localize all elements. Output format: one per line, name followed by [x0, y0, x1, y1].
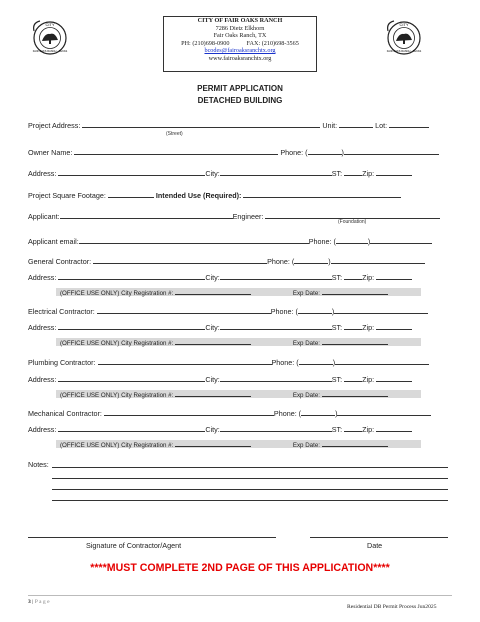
- pc-office-use-bar: [56, 390, 421, 398]
- plumbing-contractor-label: Plumbing Contractor:: [28, 358, 96, 367]
- office-use-label: (OFFICE USE ONLY) City Registration #:: [60, 442, 174, 449]
- ec-address-row: [28, 322, 412, 332]
- phone-close-paren: ): [341, 148, 344, 157]
- owner-phone-area-field[interactable]: [308, 147, 342, 155]
- applicant-field[interactable]: [60, 211, 233, 219]
- pc-address-field[interactable]: [58, 374, 205, 382]
- gc-address-row: [28, 272, 412, 282]
- street-note: (Street): [166, 131, 183, 137]
- notes-line-2[interactable]: [52, 478, 448, 479]
- phone-number: PH: (210)698-0900: [181, 39, 230, 47]
- city-label: City:: [205, 425, 220, 434]
- logo-top-text: CITY: [399, 22, 409, 27]
- mc-st-field[interactable]: [344, 424, 362, 432]
- notes-line-4[interactable]: [52, 500, 448, 501]
- ec-phone-area-field[interactable]: [298, 306, 335, 316]
- electrical-contractor-row: [28, 306, 428, 316]
- general-contractor-field[interactable]: [93, 256, 267, 264]
- ec-phone-field[interactable]: [331, 306, 428, 316]
- mc-phone-label: Phone: (: [273, 409, 302, 418]
- ec-phone-label: Phone: (: [270, 307, 298, 316]
- gc-zip-field[interactable]: [376, 272, 412, 280]
- office-use-label: (OFFICE USE ONLY) City Registration #:: [60, 290, 174, 297]
- engineer-label: Engineer:: [232, 212, 264, 221]
- zip-label: Zip:: [362, 169, 375, 178]
- date-line[interactable]: [310, 537, 448, 538]
- address-line-1: 7286 Dietz Elkhorn: [215, 24, 265, 32]
- ec-registration-field[interactable]: [175, 338, 251, 345]
- general-contractor-label: General Contractor:: [28, 257, 92, 266]
- applicant-email-label: Applicant email:: [28, 237, 79, 246]
- exp-date-label: Exp Date:: [292, 442, 320, 449]
- fax-number: FAX: (210)698-3565: [246, 39, 299, 47]
- mc-address-field[interactable]: [58, 424, 205, 432]
- signature-label: Signature of Contractor/Agent: [86, 541, 182, 550]
- zip-label: Zip:: [362, 323, 375, 332]
- applicant-phone-label: Phone: (: [308, 237, 336, 246]
- project-sqft-field[interactable]: [108, 190, 154, 198]
- zip-label: Zip:: [362, 425, 375, 434]
- st-label: ST:: [331, 273, 343, 282]
- mc-phone-field[interactable]: [337, 408, 431, 416]
- engineer-field[interactable]: [265, 211, 440, 219]
- ec-city-field[interactable]: [220, 322, 332, 330]
- applicant-row: [28, 211, 440, 221]
- gc-city-field[interactable]: [220, 272, 332, 280]
- mc-city-field[interactable]: [220, 424, 332, 432]
- owner-phone-field[interactable]: [341, 147, 439, 157]
- pc-st-field[interactable]: [344, 374, 362, 382]
- email-link[interactable]: bcodes@fairoaksranchtx.org: [204, 47, 276, 55]
- phone-close-paren: ): [335, 409, 338, 418]
- owner-zip-field[interactable]: [376, 168, 412, 176]
- signature-line[interactable]: [28, 537, 276, 538]
- exp-date-label: Exp Date:: [292, 392, 320, 399]
- pc-exp-date-field[interactable]: [322, 390, 388, 397]
- city-contact-box: [163, 16, 317, 72]
- project-sqft-row: [28, 190, 401, 200]
- gc-phone-area-field[interactable]: [294, 256, 331, 266]
- logo-bottom-text: FAIR OAKS RANCH · TEXAS: [32, 50, 68, 53]
- logo-bottom-text: FAIR OAKS RANCH · TEXAS: [386, 50, 422, 53]
- pc-phone-label: Phone: (: [271, 358, 299, 367]
- unit-field[interactable]: [339, 120, 373, 128]
- city-label: City:: [205, 375, 220, 384]
- owner-city-field[interactable]: [220, 168, 332, 176]
- address-label: Address:: [28, 273, 57, 282]
- project-address-label: Project Address:: [28, 121, 81, 130]
- ec-exp-date-field[interactable]: [322, 338, 388, 345]
- city-label: City:: [205, 169, 220, 178]
- exp-date-label: Exp Date:: [292, 290, 320, 297]
- electrical-contractor-label: Electrical Contractor:: [28, 307, 95, 316]
- gc-address-field[interactable]: [58, 272, 205, 280]
- gc-exp-date-field[interactable]: [322, 288, 388, 295]
- exp-date-label: Exp Date:: [292, 340, 320, 347]
- notes-label: Notes:: [28, 460, 49, 469]
- owner-address-row: [28, 168, 412, 178]
- office-use-label: (OFFICE USE ONLY) City Registration #:: [60, 340, 174, 347]
- gc-office-use-bar: [56, 288, 421, 296]
- plumbing-contractor-row: [28, 357, 429, 367]
- mc-office-use-bar: [56, 440, 421, 448]
- mc-exp-date-field[interactable]: [322, 440, 388, 447]
- phone-fax-line: [164, 40, 316, 48]
- mc-address-row: [28, 424, 412, 434]
- pc-city-field[interactable]: [220, 374, 332, 382]
- address-line-2: Fair Oaks Ranch, TX: [213, 32, 267, 40]
- form-title: PERMIT APPLICATION: [197, 84, 283, 93]
- phone-close-paren: ): [332, 358, 336, 367]
- notes-line-1[interactable]: [52, 467, 448, 468]
- applicant-phone-area-field[interactable]: [336, 236, 371, 246]
- applicant-phone-field[interactable]: [367, 236, 432, 246]
- mechanical-contractor-row: [28, 408, 431, 418]
- ec-office-use-bar: [56, 338, 421, 346]
- phone-close-paren: ): [331, 307, 335, 316]
- gc-phone-field[interactable]: [331, 256, 425, 264]
- city-label: City:: [205, 323, 220, 332]
- page-number-value: 3: [28, 599, 31, 605]
- ec-zip-field[interactable]: [376, 322, 412, 330]
- intended-use-label: Intended Use (Required):: [155, 191, 242, 200]
- pc-phone-field[interactable]: [332, 357, 429, 367]
- ec-st-field[interactable]: [344, 322, 362, 330]
- phone-close-paren: ): [367, 237, 371, 246]
- office-use-label: (OFFICE USE ONLY) City Registration #:: [60, 392, 174, 399]
- city-seal-logo-right: [384, 17, 424, 57]
- page-number: 3 | P a g e: [28, 599, 50, 605]
- zip-label: Zip:: [362, 375, 375, 384]
- address-label: Address:: [28, 425, 57, 434]
- gc-st-field[interactable]: [344, 272, 362, 280]
- unit-label: Unit:: [322, 121, 338, 130]
- owner-address-field[interactable]: [58, 168, 205, 176]
- complete-page-2-warning: ****MUST COMPLETE 2ND PAGE OF THIS APPLICATION****: [90, 562, 390, 574]
- owner-phone-label: Phone: (: [280, 148, 308, 157]
- project-sqft-label: Project Square Footage:: [28, 191, 106, 200]
- owner-name-row: [28, 147, 439, 157]
- pc-registration-field[interactable]: [175, 390, 251, 397]
- lot-label: Lot:: [375, 121, 388, 130]
- applicant-email-row: [28, 236, 432, 246]
- st-label: ST:: [331, 323, 343, 332]
- date-label: Date: [367, 541, 383, 550]
- project-address-field[interactable]: [82, 120, 320, 128]
- address-label: Address:: [28, 375, 57, 384]
- city-label: City:: [205, 273, 220, 282]
- owner-name-field[interactable]: [74, 147, 278, 155]
- electrical-contractor-field[interactable]: [97, 306, 271, 314]
- mc-registration-field[interactable]: [175, 440, 251, 447]
- st-label: ST:: [331, 425, 343, 434]
- form-subtitle: DETACHED BUILDING: [197, 96, 283, 105]
- address-label: Address:: [28, 323, 57, 332]
- lot-field[interactable]: [389, 120, 429, 128]
- gc-phone-label: Phone: (: [267, 257, 295, 266]
- project-address-row: [28, 120, 429, 130]
- pc-address-row: [28, 374, 412, 384]
- org-name: CITY OF FAIR OAKS RANCH: [197, 17, 283, 24]
- st-label: ST:: [331, 169, 343, 178]
- zip-label: Zip:: [362, 273, 375, 282]
- foundation-note: (Foundation): [338, 219, 367, 225]
- mc-zip-field[interactable]: [376, 424, 412, 432]
- owner-name-label: Owner Name:: [28, 148, 73, 157]
- ec-address-field[interactable]: [58, 322, 205, 330]
- applicant-email-field[interactable]: [79, 236, 309, 244]
- applicant-label: Applicant:: [28, 212, 60, 221]
- general-contractor-row: [28, 256, 425, 266]
- pc-zip-field[interactable]: [376, 374, 412, 382]
- mc-phone-area-field[interactable]: [301, 408, 338, 418]
- st-label: ST:: [331, 375, 343, 384]
- pc-phone-area-field[interactable]: [299, 357, 336, 367]
- phone-close-paren: ): [328, 257, 331, 266]
- page-word: P a g e: [34, 599, 50, 605]
- mechanical-contractor-label: Mechanical Contractor:: [28, 409, 102, 418]
- owner-st-field[interactable]: [344, 168, 362, 176]
- website-text: www.fairoaksranchtx.org: [208, 54, 272, 62]
- logo-top-text: CITY: [45, 22, 55, 27]
- footer-divider: [28, 595, 452, 596]
- plumbing-contractor-field[interactable]: [98, 357, 272, 365]
- mechanical-contractor-field[interactable]: [104, 408, 274, 416]
- city-seal-logo-left: [30, 17, 70, 57]
- document-name: Residential DB Permit Process Jun2025: [347, 604, 437, 610]
- notes-line-3[interactable]: [52, 489, 448, 490]
- intended-use-field[interactable]: [243, 190, 401, 198]
- address-label: Address:: [28, 169, 57, 178]
- gc-registration-field[interactable]: [175, 288, 251, 295]
